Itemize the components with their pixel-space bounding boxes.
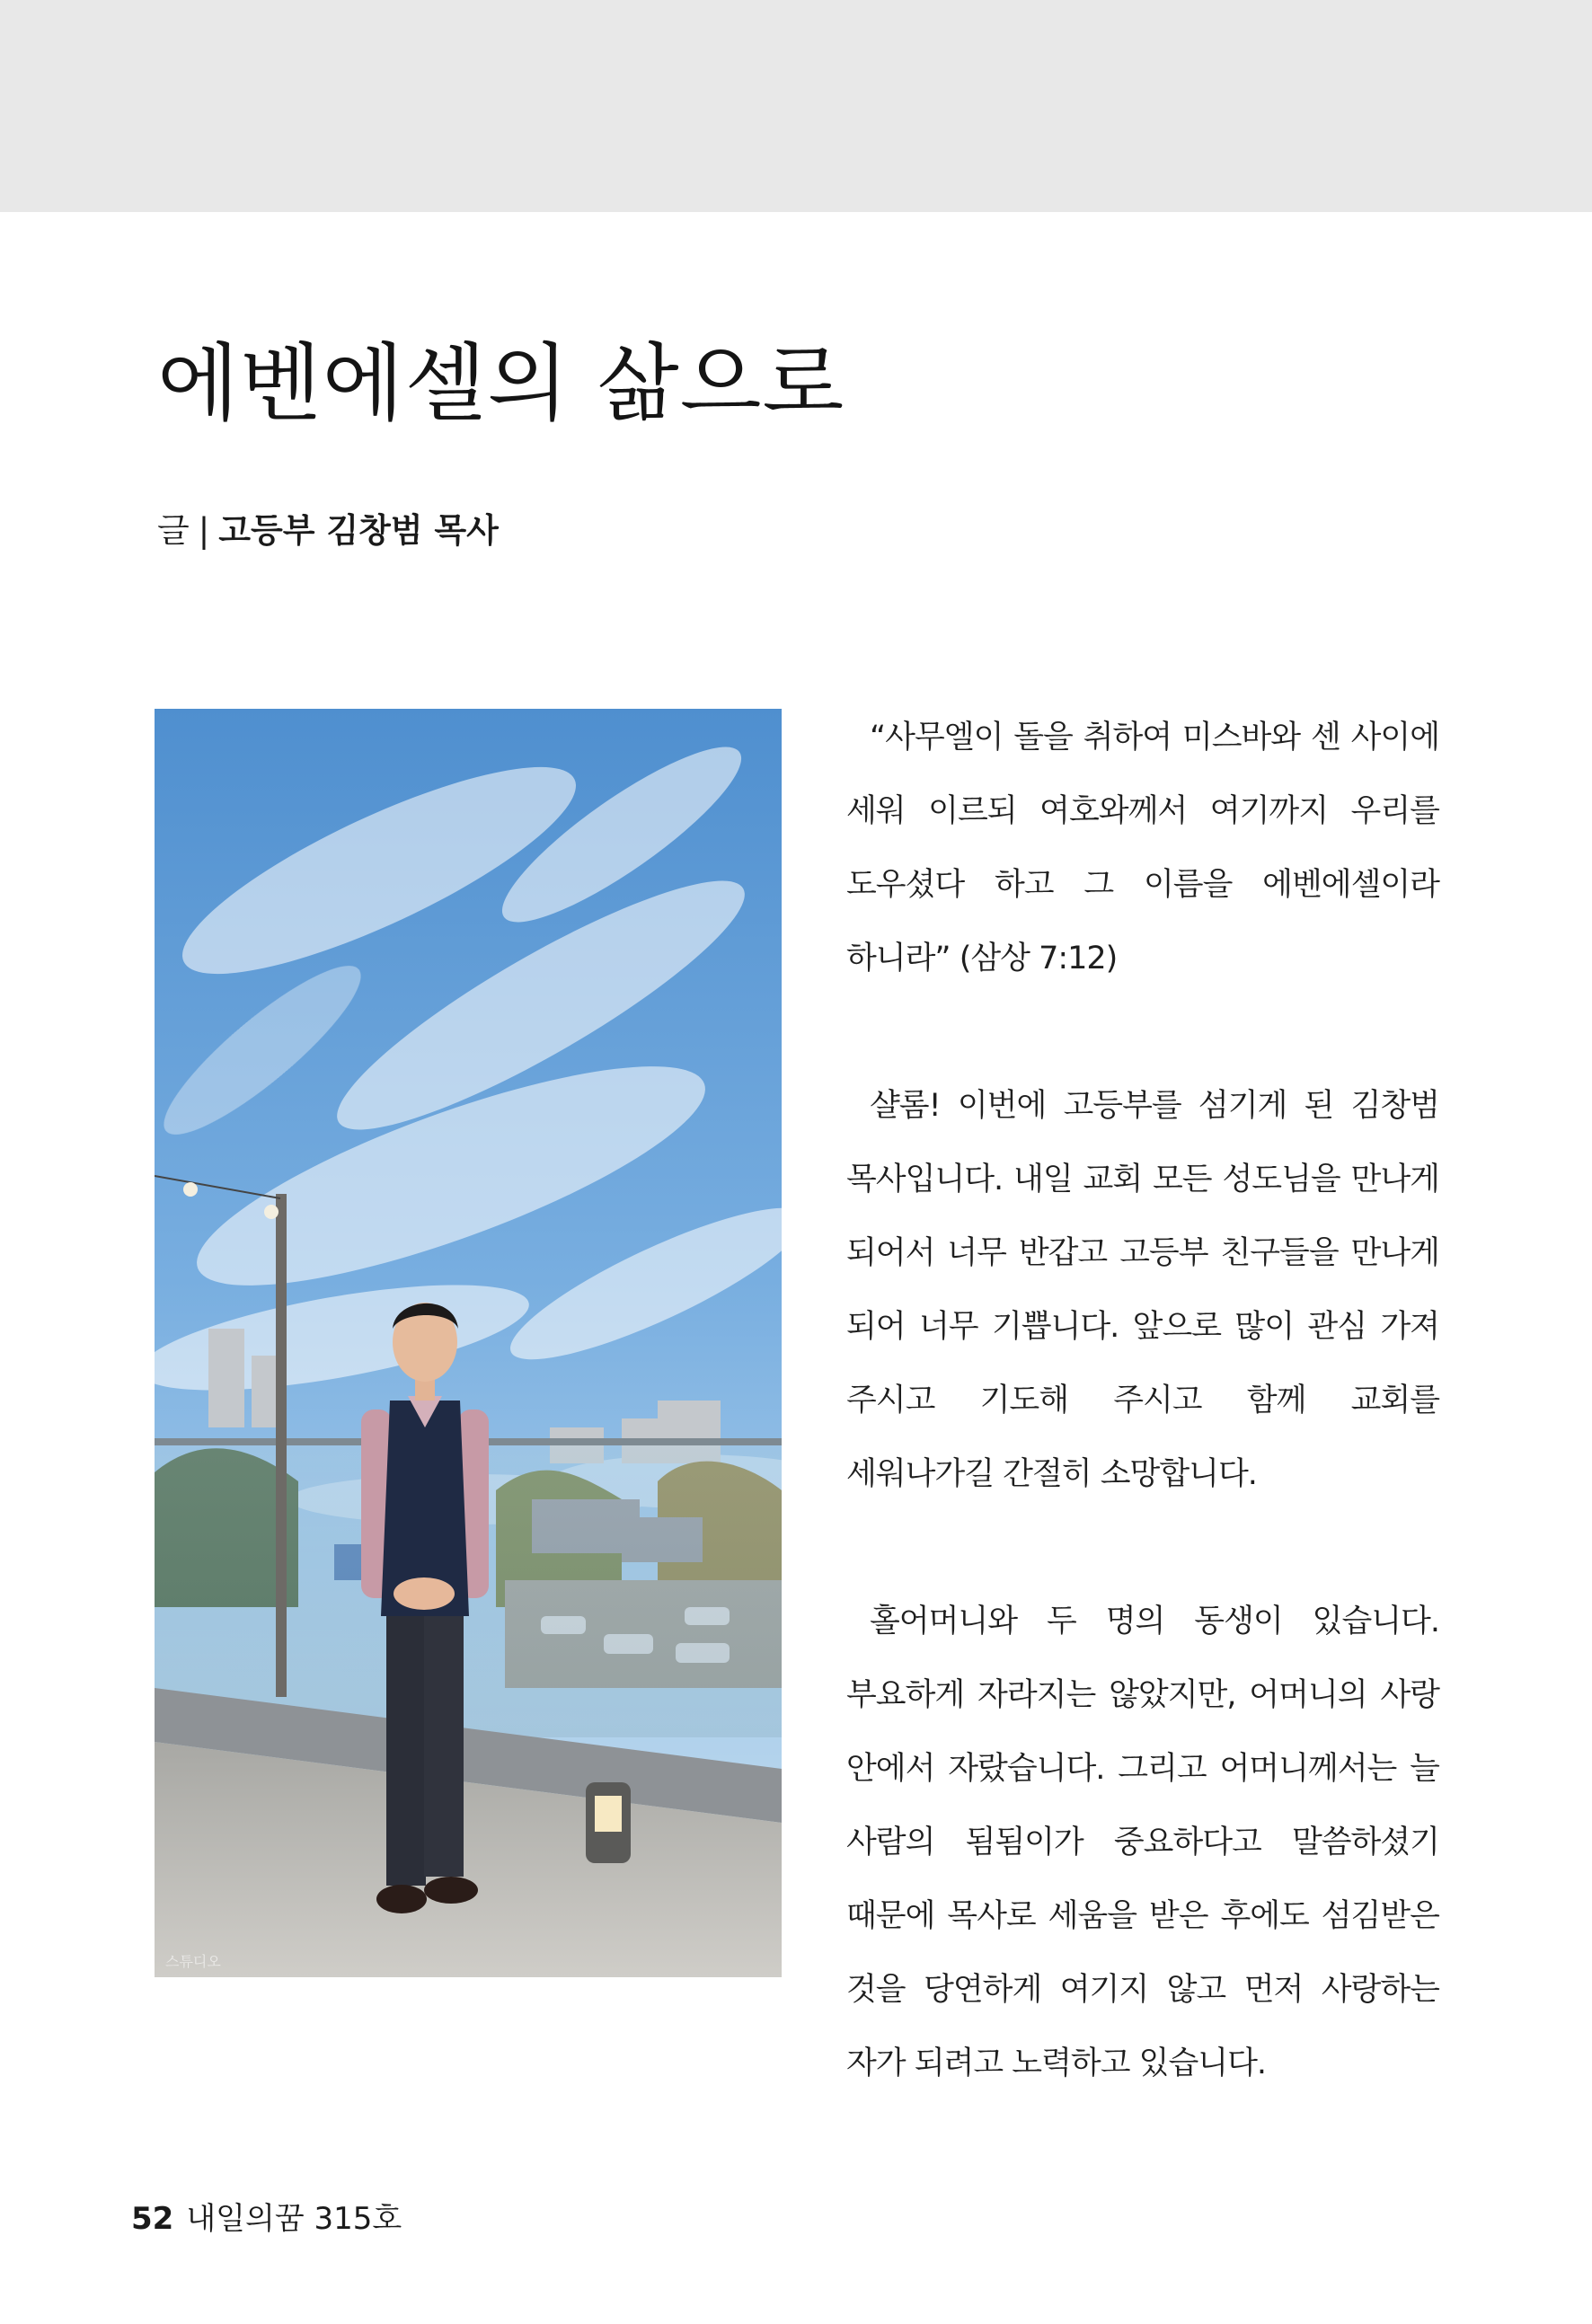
article-paragraph: 홀어머니와 두 명의 동생이 있습니다. 부요하게 자라지는 않았지만, 어머니의 사랑 안에서 자랐습니다. 그리고 어머니께서는 늘 사람의 됨됨이가 중요하다고 말씀하셨기 때문에 목사로 세움을 받은 후에도 섬김받은 것을 당연하게 여기지 않고 먼저 사랑하는 자가 되려고 노력하고 있습니다. <box>846 1604 1439 2081</box>
author-photo <box>155 709 782 1977</box>
byline-author: 고등부 김창범 목사 <box>218 511 499 550</box>
page-footer <box>131 2199 402 2239</box>
byline-label: 글 <box>157 511 190 550</box>
page-number: 52 <box>131 2201 174 2237</box>
page-title: 에벤에셀의 삶으로 <box>157 335 845 433</box>
top-band <box>0 0 1592 212</box>
photo-watermark: 스튜디오 <box>165 1953 221 1970</box>
publication-name: 내일의꿈 315호 <box>186 2201 402 2237</box>
article-body <box>846 701 1439 2174</box>
article-paragraph: 샬롬! 이번에 고등부를 섬기게 된 김창범 목사입니다. 내일 교회 모든 성도님을 만나게 되어서 너무 반갑고 고등부 친구들을 만나게 되어 너무 기쁩니다. 앞으로 많이 관심 가져 주시고 기도해 주시고 함께 교회를 세워나가길 간절히 소망합니다. <box>846 1088 1439 1492</box>
byline <box>157 508 499 553</box>
article-paragraph: “사무엘이 돌을 취하여 미스바와 센 사이에 세워 이르되 여호와께서 여기까지 우리를 도우셨다 하고 그 이름을 에벤에셀이라 하니라” (삼상 7:12) <box>846 720 1439 976</box>
byline-separator: | <box>198 511 210 550</box>
